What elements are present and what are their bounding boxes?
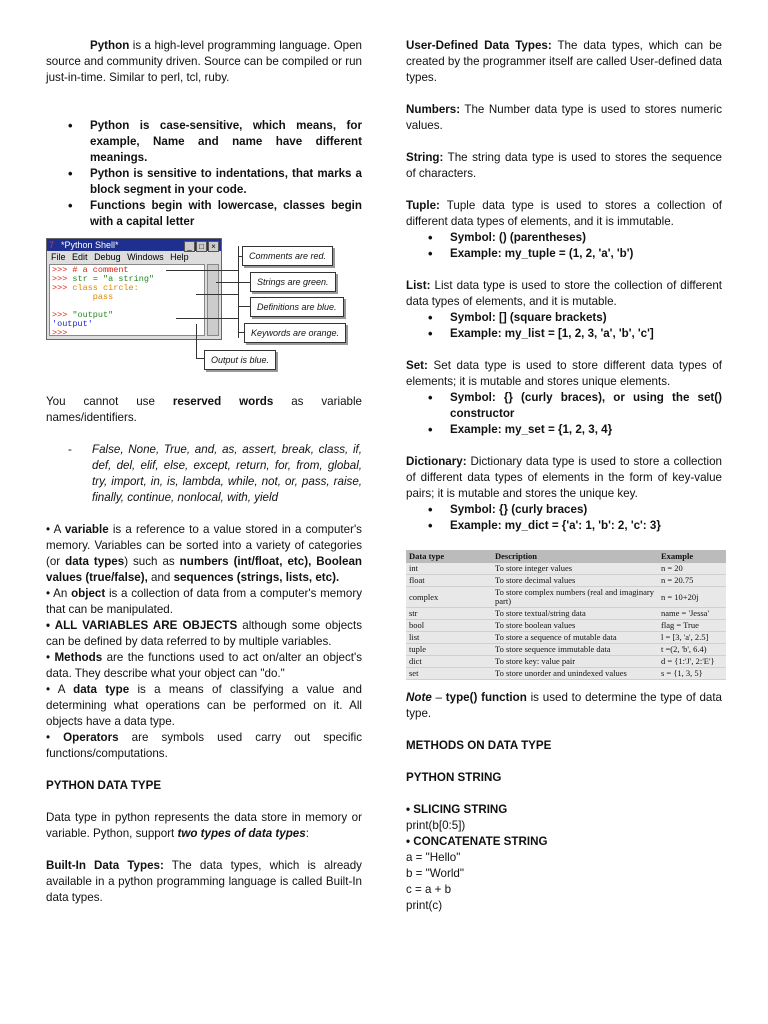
minimize-icon: _ <box>184 241 195 252</box>
close-icon: × <box>208 241 219 252</box>
column-header: Description <box>492 550 658 563</box>
list-item: • Functions begin with lowercase, classes begin with a capital letter <box>46 198 362 230</box>
reserved-words-list <box>46 442 362 506</box>
set-list <box>406 390 722 438</box>
left-column <box>46 38 362 906</box>
python-shell-figure <box>46 238 364 372</box>
code-line: print(c) <box>406 899 443 912</box>
list-item: • Python is sensitive to indentations, that marks a block segment in your code. <box>46 166 362 198</box>
python-features-list <box>46 118 362 230</box>
table-row: dict To store key: value pair d = {1:'J', 2:'E'} <box>406 656 726 668</box>
list-item: • Symbol: {} (curly braces), or using the set() constructor <box>406 390 722 422</box>
data-types-table <box>406 550 726 680</box>
built-in-paragraph: Built-In Data Types: The data types, which is already available in a python programming language is called Built-In data types. <box>46 859 362 904</box>
list-item: • Symbol: () (parentheses) <box>406 230 722 246</box>
list-item: • Example: my_list = [1, 2, 3, 'a', 'b', 'c'] <box>406 326 722 342</box>
callout-comments: Comments are red. <box>242 246 333 266</box>
intro-paragraph: Python is a high-level programming language. Open source and community driven. Source can be compiled or run just-in-time. Similar to perl, tcl, ruby. <box>46 39 362 84</box>
table-row: complex To store complex numbers (real and imaginary part) n = 10+20j <box>406 587 726 608</box>
table-row: float To store decimal values n = 20.75 <box>406 575 726 587</box>
list-item: • Example: my_dict = {'a': 1, 'b': 2, 'c': 3} <box>406 518 722 534</box>
list-item: • Example: my_set = {1, 2, 3, 4} <box>406 422 722 438</box>
table-row: int To store integer values n = 20 <box>406 563 726 575</box>
shell-code: >>> # a comment >>> str = "a string" >>> class circle: pass >>> "output" 'output' >>> <box>49 264 205 336</box>
all-objects-paragraph: • ALL VARIABLES ARE OBJECTS although some objects can be defined by data referred to by multiple variables. <box>46 619 363 648</box>
heading-python-data-type: PYTHON DATA TYPE <box>46 779 162 792</box>
code-line: b = "World" <box>406 867 464 880</box>
callout-definitions: Definitions are blue. <box>250 297 344 317</box>
heading-slicing: • SLICING STRING <box>406 803 508 816</box>
shell-menu: File Edit Debug Windows Help <box>47 251 221 263</box>
code-line: a = "Hello" <box>406 851 461 864</box>
operators-paragraph: • Operators are symbols used carry out specific functions/computations. <box>46 731 362 760</box>
table-row: set To store unorder and unindexed values s = {1, 3, 5} <box>406 668 726 680</box>
table-header-row <box>406 550 726 563</box>
table-row: list To store a sequence of mutable data l = [3, 'a', 2.5] <box>406 632 726 644</box>
table-row: str To store textual/string data name = 'Jessa' <box>406 608 726 620</box>
note-paragraph: Note – type() function is used to determine the type of data type. <box>406 691 723 720</box>
heading-methods: METHODS ON DATA TYPE <box>406 739 552 752</box>
list-type-list <box>406 310 722 342</box>
heading-python-string: PYTHON STRING <box>406 771 502 784</box>
user-defined-paragraph: User-Defined Data Types: The data types, which can be created by the programmer itself are called User-defined data types. <box>406 39 722 84</box>
dictionary-paragraph: Dictionary: Dictionary data type is used to store a collection of different data types of elements in the form of key-value pairs; it is mutable and stores the unique key. <box>406 455 722 500</box>
tuple-list <box>406 230 722 262</box>
data-type-intro-paragraph: Data type in python represents the data store in memory or variable. Python, support two types of data types: <box>46 811 362 840</box>
right-column <box>406 38 722 914</box>
scrollbar <box>207 264 219 336</box>
code-line: print(b[0:5]) <box>406 819 466 832</box>
reserved-words-paragraph: You cannot use reserved words as variable names/identifiers. <box>46 395 362 424</box>
callout-output: Output is blue. <box>204 350 276 370</box>
table-row: bool To store boolean values flag = True <box>406 620 726 632</box>
column-header: Data type <box>406 550 492 563</box>
dictionary-list <box>406 502 722 534</box>
list-item: • Symbol: [] (square brackets) <box>406 310 722 326</box>
table-row: tuple To store sequence immutable data t =(2, 'b', 6.4) <box>406 644 726 656</box>
list-item: • Example: my_tuple = (1, 2, 'a', 'b') <box>406 246 722 262</box>
string-paragraph: String: The string data type is used to stores the sequence of characters. <box>406 151 722 180</box>
callout-strings: Strings are green. <box>250 272 336 292</box>
callout-keywords: Keywords are orange. <box>244 323 346 343</box>
maximize-icon: □ <box>196 241 207 252</box>
methods-paragraph: • Methods are the functions used to act on/alter an object's data. They describe what your object can "do." <box>46 651 362 680</box>
tuple-paragraph: Tuple: Tuple data type is used to stores a collection of different data types of elements, and it is immutable. <box>406 199 722 228</box>
python-logo-icon: 7 <box>49 240 55 250</box>
code-line: c = a + b <box>406 883 452 896</box>
list-item: • Symbol: {} (curly braces) <box>406 502 722 518</box>
numbers-paragraph: Numbers: The Number data type is used to stores numeric values. <box>406 103 722 132</box>
list-item: - False, None, True, and, as, assert, break, class, if, def, del, elif, else, except, return, for, from, global, try, import, in, is, lambda, while, not, or, pass, raise, finally, continue, nonlocal, with, yield <box>46 442 362 506</box>
data-type-paragraph: • A data type is a means of classifying a value and determining what operations can be performed on it. All objects have a data type. <box>46 683 362 728</box>
column-header: Example <box>658 550 726 563</box>
object-paragraph: • An object is a collection of data from a computer's memory that can be manipulated. <box>46 587 362 616</box>
variable-paragraph: • A variable is a reference to a value stored in a computer's memory. Variables can be sorted into a variety of categories (or data types) such as numbers (int/float, etc), Boolean values (true/false), and sequences (strings, lists, etc). <box>46 523 362 584</box>
heading-concatenate: • CONCATENATE STRING <box>406 835 548 848</box>
list-paragraph: List: List data type is used to store the collection of different data types of elements, and it is mutable. <box>406 279 722 308</box>
set-paragraph: Set: Set data type is used to store different data types of elements; it is mutable and stores unique elements. <box>406 359 722 388</box>
window-title: *Python Shell* <box>61 240 119 250</box>
list-item: • Python is case-sensitive, which means, for example, Name and name have different meanings. <box>46 118 362 166</box>
